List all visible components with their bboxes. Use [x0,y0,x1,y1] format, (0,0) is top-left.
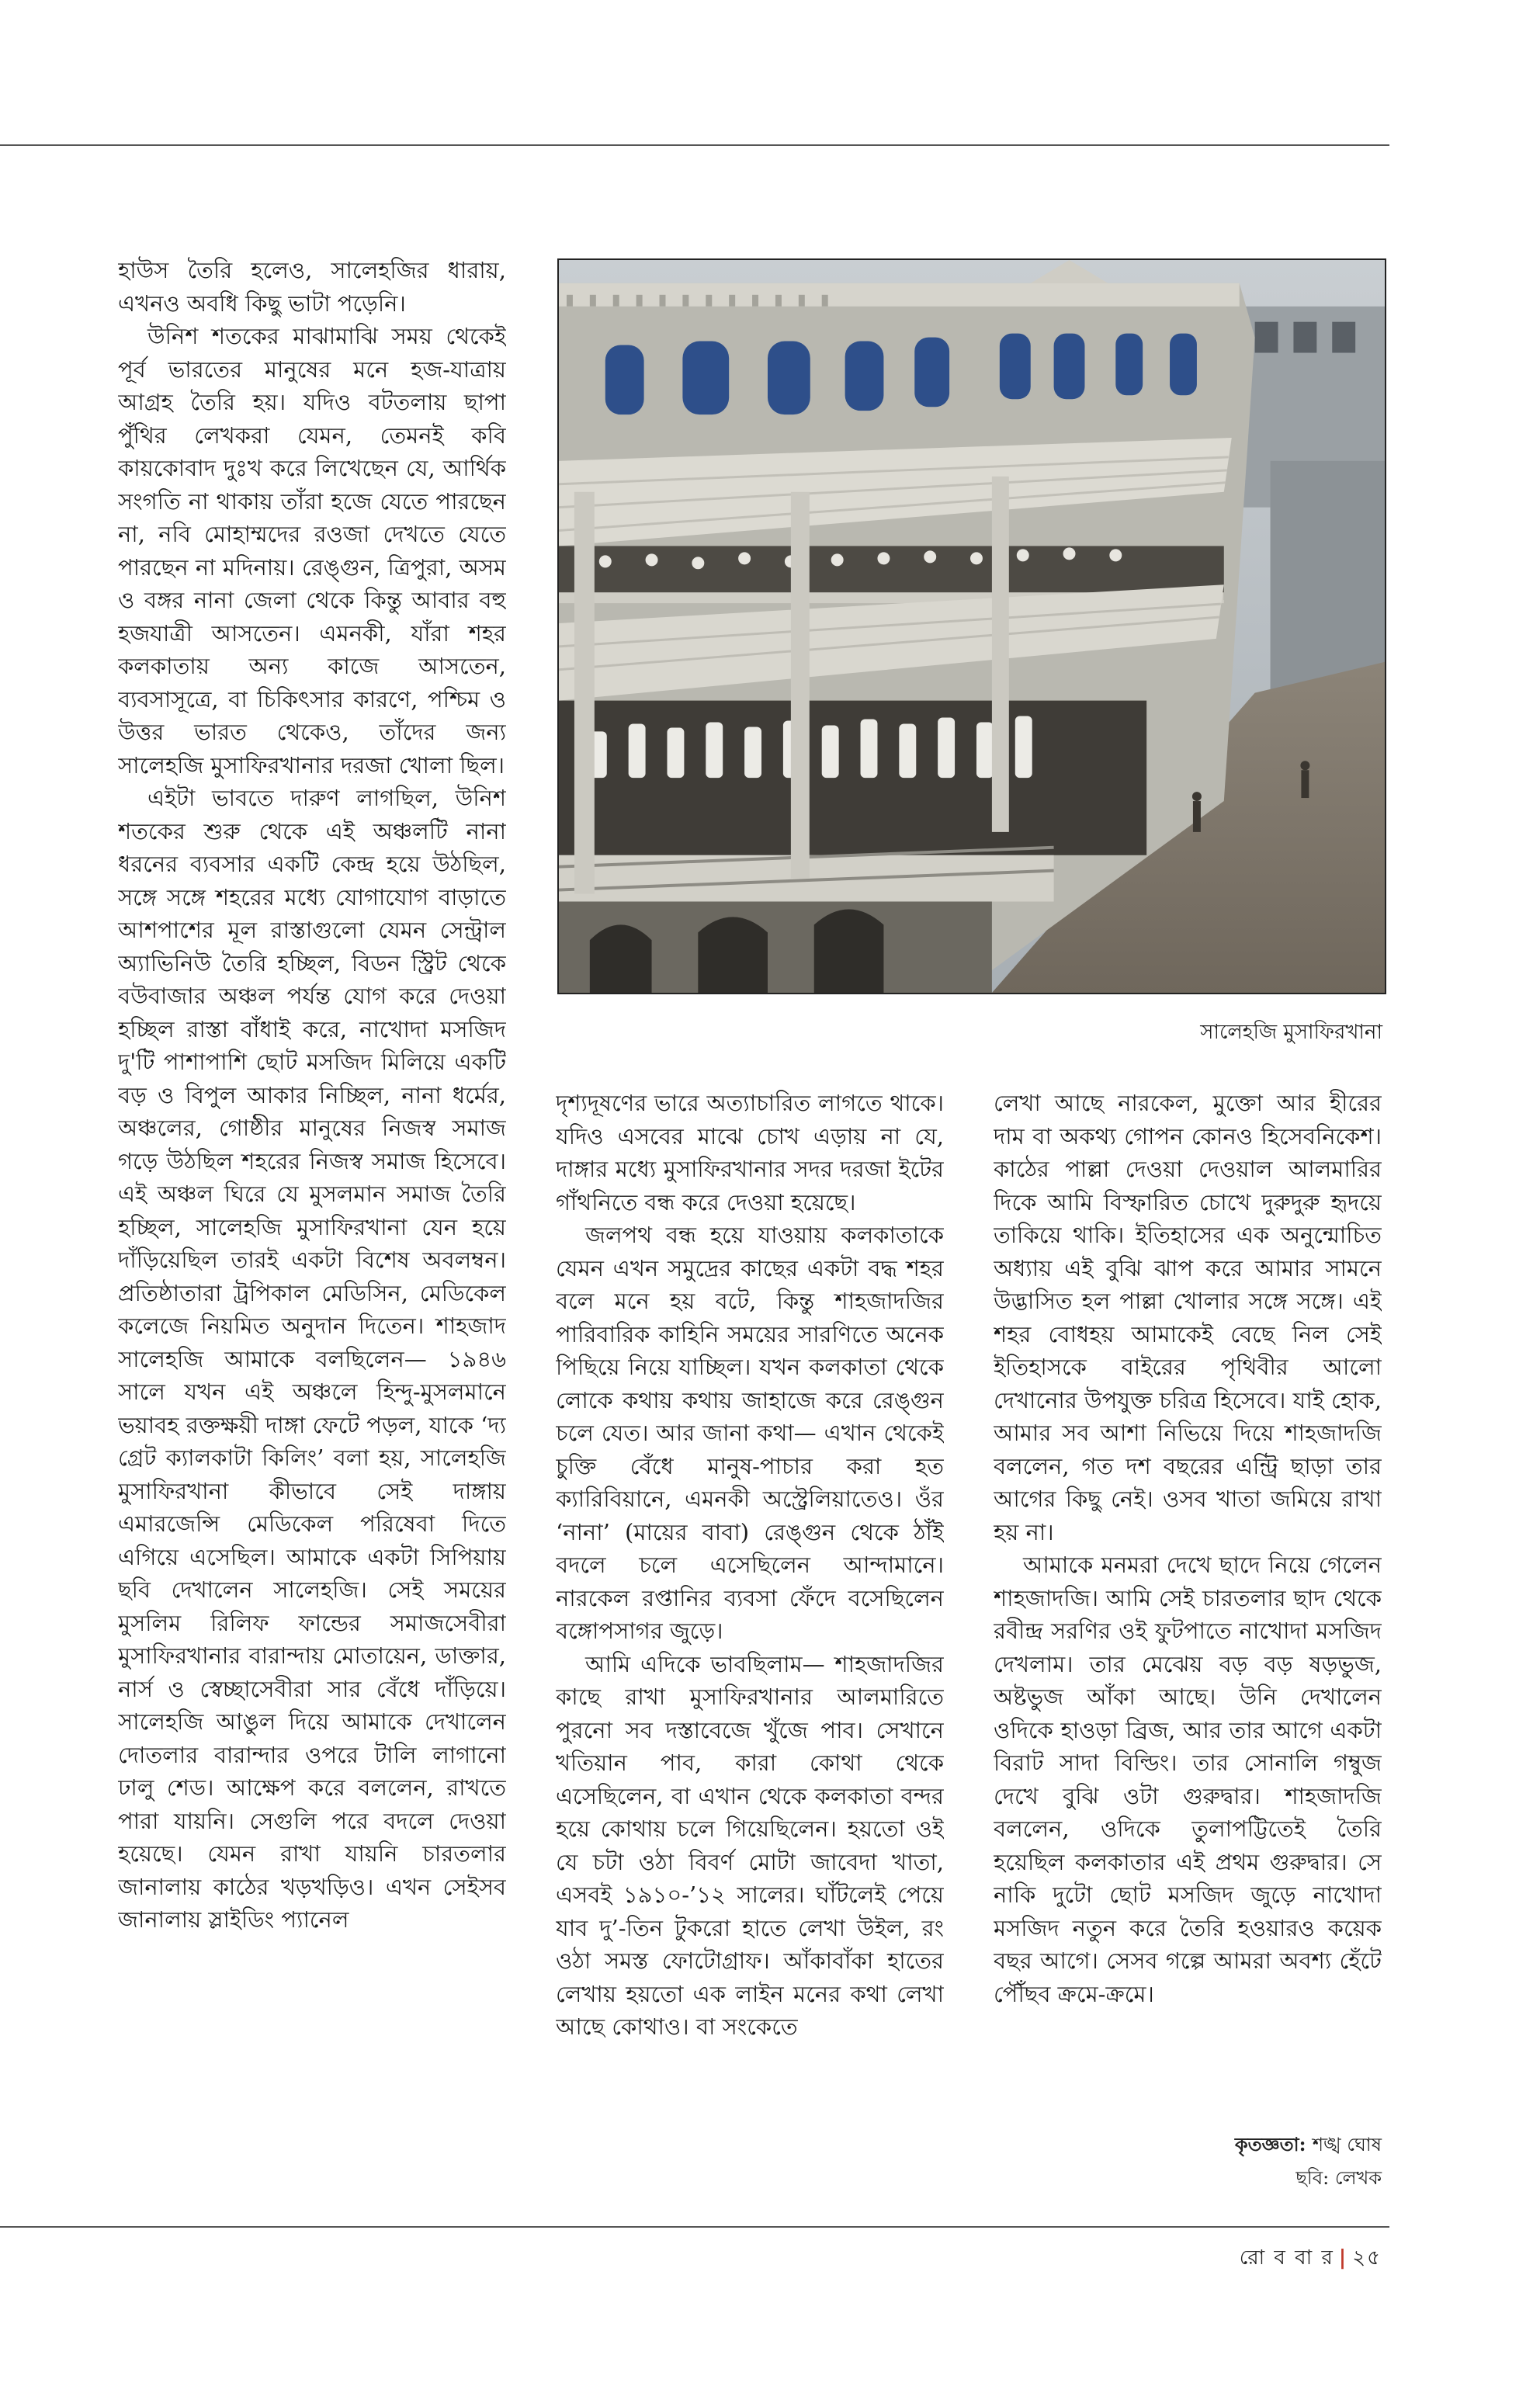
building-illustration [559,260,1385,993]
sepia-photo-salehji-musafirkhana [557,258,1386,994]
bottom-rule [0,2226,1389,2228]
acknowledgement-label: কৃতজ্ঞতা: [1234,2133,1306,2155]
article-column-1 [118,254,506,2202]
acknowledgement-name: শঙ্খ ঘোষ [1312,2134,1382,2155]
article-paragraph: আমি এদিকে ভাবছিলাম— শাহজাদজির কাছে রাখা মুসাফিরখানার আলমারিতে পুরনো সব দস্তাবেজে খুঁজে পাব। সেখানে খতিয়ান পাব, কারা কোথা থেকে এসেছিলেন, বা এখান থেকে কলকাতা বন্দর হয়ে কোথায় চলে গিয়েছিলেন। হয়তো ওই যে চটা ওঠা বিবর্ণ মোটা জাবেদা খাতা, এসবই ১৯১০-’১২ সালের। ঘাঁটলেই পেয়ে যাব দু’-তিন টুকরো হাতে লেখা উইল, রং ওঠা সমস্ত ফোটোগ্রাফ। আঁকাবাঁকা হাতের লেখায় হয়তো এক লাইন মনের কথা লেখা আছে কোথাও। বা সংকেতে [556,1650,944,2040]
article-paragraph: জলপথ বন্ধ হয়ে যাওয়ায় কলকাতাকে যেমন এখন সমুদ্রের কাছের একটা বদ্ধ শহর বলে মনে হয় বটে, কিন্তু শাহজাদজির পারিবারিক কাহিনি সময়ের সারণিতে অনেক পিছিয়ে নিয়ে যাচ্ছিল। যখন কলকাতা থেকে লোকে কথায় কথায় জাহাজে করে রেঙ্গুন চলে যেত। আর জানা কথা— এখান থেকেই চুক্তি বেঁধে মানুষ-পাচার করা হত ক্যারিবিয়ানে, এমনকী অস্ট্রেলিয়াতেও। ওঁর ‘নানা’ (মায়ের বাবা) রেঙ্গুন থেকে ঠাঁই বদলে চলে এসেছিলেন আন্দামানে। নারকেল রপ্তানির ব্যবসা ফেঁদে বসেছিলেন বঙ্গোপসাগর জুড়ে। [556,1222,944,1644]
article-paragraph: হাউস তৈরি হলেও, সালেহজির ধারায়, এখনও অবধি কিছু ভাটা পড়েনি। [118,257,506,317]
footer-separator: | [1338,2246,1348,2270]
article-paragraph: লেখা আছে নারকেল, মুক্তো আর হীরের দাম বা অকথ্য গোপন কোনও হিসেবনিকেশ। কাঠের পাল্লা দেওয়া দেওয়াল আলমারির দিকে আমি বিস্ফারিত চোখে দুরুদুরু হৃদয়ে তাকিয়ে থাকি। ইতিহাসের এক অনুন্মোচিত অধ্যায় এই বুঝি ঝাপ করে আমার সামনে উদ্ভাসিত হল পাল্লা খোলার সঙ্গে সঙ্গে। এই শহর বোধহয় আমাকেই বেছে নিল সেই ইতিহাসকে বাইরের পৃথিবীর আলো দেখানোর উপযুক্ত চরিত্র হিসেবে। যাই হোক, আমার সব আশা নিভিয়ে দিয়ে শাহজাদজি বললেন, গত দশ বছরের এন্ট্রি ছাড়া তার আগের কিছু নেই। ওসব খাতা জমিয়ে রাখা হয় না। [994,1090,1382,1545]
photo-caption: সালেহজি মুসাফিরখানা [1200,1021,1382,1044]
article-paragraph: উনিশ শতকের মাঝামাঝি সময় থেকেই পূর্ব ভারতের মানুষের মনে হজ-যাত্রায় আগ্রহ তৈরি হয়। যদিও বটতলায় ছাপা পুঁথির লেখকরা যেমন, তেমনই কবি কায়কোবাদ দুঃখ করে লিখেছেন যে, আর্থিক সংগতি না থাকায় তাঁরা হজে যেতে পারছেন না, নবি মোহাম্মদের রওজা দেখতে যেতে পারছেন না মদিনায়। রেঙ্গুন, ত্রিপুরা, অসম ও বঙ্গর নানা জেলা থেকে কিন্তু আবার বহু হজযাত্রী আসতেন। এমনকী, যাঁরা শহর কলকাতায় অন্য কাজে আসতেন, ব্যবসাসূত্রে, বা চিকিৎসার কারণে, পশ্চিম ও উত্তর ভারত থেকেও, তাঁদের জন্য সালেহজি মুসাফিরখানার দরজা খোলা ছিল। [118,323,506,779]
magazine-name: রো ব বা র [1239,2246,1334,2270]
article-paragraph: এইটা ভাবতে দারুণ লাগছিল, উনিশ শতকের শুরু থেকে এই অঞ্চলটি নানা ধরনের ব্যবসার একটি কেন্দ্র হয়ে উঠছিল, সঙ্গে সঙ্গে শহরের মধ্যে যোগাযোগ বাড়াতে আশপাশের মূল রাস্তাগুলো যেমন সেন্ট্রাল অ্যাভিনিউ তৈরি হচ্ছিল, বিডন স্ট্রিট থেকে বউবাজার অঞ্চল পর্যন্ত যোগ করে দেওয়া হচ্ছিল রাস্তা বাঁধাই করে, নাখোদা মসজিদ দু'টি পাশাপাশি ছোট মসজিদ মিলিয়ে একটি বড় ও বিপুল আকার নিচ্ছিল, নানা ধর্মের, অঞ্চলের, গোষ্ঠীর মানুষের নিজস্ব সমাজ গড়ে উঠছিল শহরের নিজস্ব সমাজ হিসেবে। এই অঞ্চল ঘিরে যে মুসলমান সমাজ তৈরি হচ্ছিল, সালেহজি মুসাফিরখানা যেন হয়ে দাঁড়িয়েছিল তারই একটা বিশেষ অবলম্বন। প্রতিষ্ঠাতারা ট্রপিকাল মেডিসিন, মেডিকেল কলেজে নিয়মিত অনুদান দিতেন। শাহজাদ সালেহজি আমাকে বলছিলেন— ১৯৪৬ সালে যখন এই অঞ্চলে হিন্দু-মুসলমানে ভয়াবহ রক্তক্ষয়ী দাঙ্গা ফেটে পড়ল, যাকে ‘দ্য গ্রেট ক্যালকাটা কিলিং’ বলা হয়, সালেহজি মুসাফিরখানা কীভাবে সেই দাঙ্গায় এমারজেন্সি মেডিকেল পরিষেবা দিতে এগিয়ে এসেছিল। আমাকে একটা সিপিয়ায় ছবি দেখালেন সালেহজি। সেই সময়ের মুসলিম রিলিফ ফান্ডের সমাজসেবীরা মুসাফিরখানার বারান্দায় মোতায়েন, ডাক্তার, নার্স ও স্বেচ্ছাসেবীরা সার বেঁধে দাঁড়িয়ে। সালেহজি আঙুল দিয়ে আমাকে দেখালেন দোতলার বারান্দার ওপরে টালি লাগানো ঢালু শেড। আক্ষেপ করে বললেন, রাখতে পারা যায়নি। সেগুলি পরে বদলে দেওয়া হয়েছে। যেমন রাখা যায়নি চারতলার জানালায় কাঠের খড়খড়িও। এখন সেইসব জানালায় স্লাইডিং প্যানেল [118,785,506,1933]
photo-credit: ছবি: লেখক [1295,2167,1382,2189]
acknowledgement-credit [1235,2132,1382,2157]
top-rule [0,144,1389,146]
article-column-3 [994,1087,1382,2127]
page-footer [1240,2245,1382,2271]
article-paragraph: আমাকে মনমরা দেখে ছাদে নিয়ে গেলেন শাহজাদজি। আমি সেই চারতলার ছাদ থেকে রবীন্দ্র সরণির ওই ফুটপাতে নাখোদা মসজিদ দেখলাম। তার মেঝেয় বড় বড় ষড়ভুজ, অষ্টভুজ আঁকা আছে। উনি দেখালেন ওদিকে হাওড়া ব্রিজ, আর তার আগে একটা বিরাট সাদা বিল্ডিং। তার সোনালি গম্বুজ দেখে বুঝি ওটা গুরুদ্বার। শাহজাদজি বললেন, ওদিকে তুলাপট্টিতেই তৈরি হয়েছিল কলকাতার এই প্রথম গুরুদ্বার। সে নাকি দুটো ছোট মসজিদ জুড়ে নাখোদা মসজিদ নতুন করে তৈরি হওয়ারও কয়েক বছর আগে। সেসব গল্পে আমরা অবশ্য হেঁটে পৌঁছব ক্রমে-ক্রমে। [994,1552,1382,2007]
article-paragraph: দৃশ্যদূষণের ভারে অত্যাচারিত লাগতে থাকে। যদিও এসবের মাঝে চোখ এড়ায় না যে, দাঙ্গার মধ্যে মুসাফিরখানার সদর দরজা ইটের গাঁথনিতে বন্ধ করে দেওয়া হয়েছে। [556,1090,944,1216]
page-number: ২৫ [1352,2246,1382,2270]
article-column-2 [556,1087,944,2204]
